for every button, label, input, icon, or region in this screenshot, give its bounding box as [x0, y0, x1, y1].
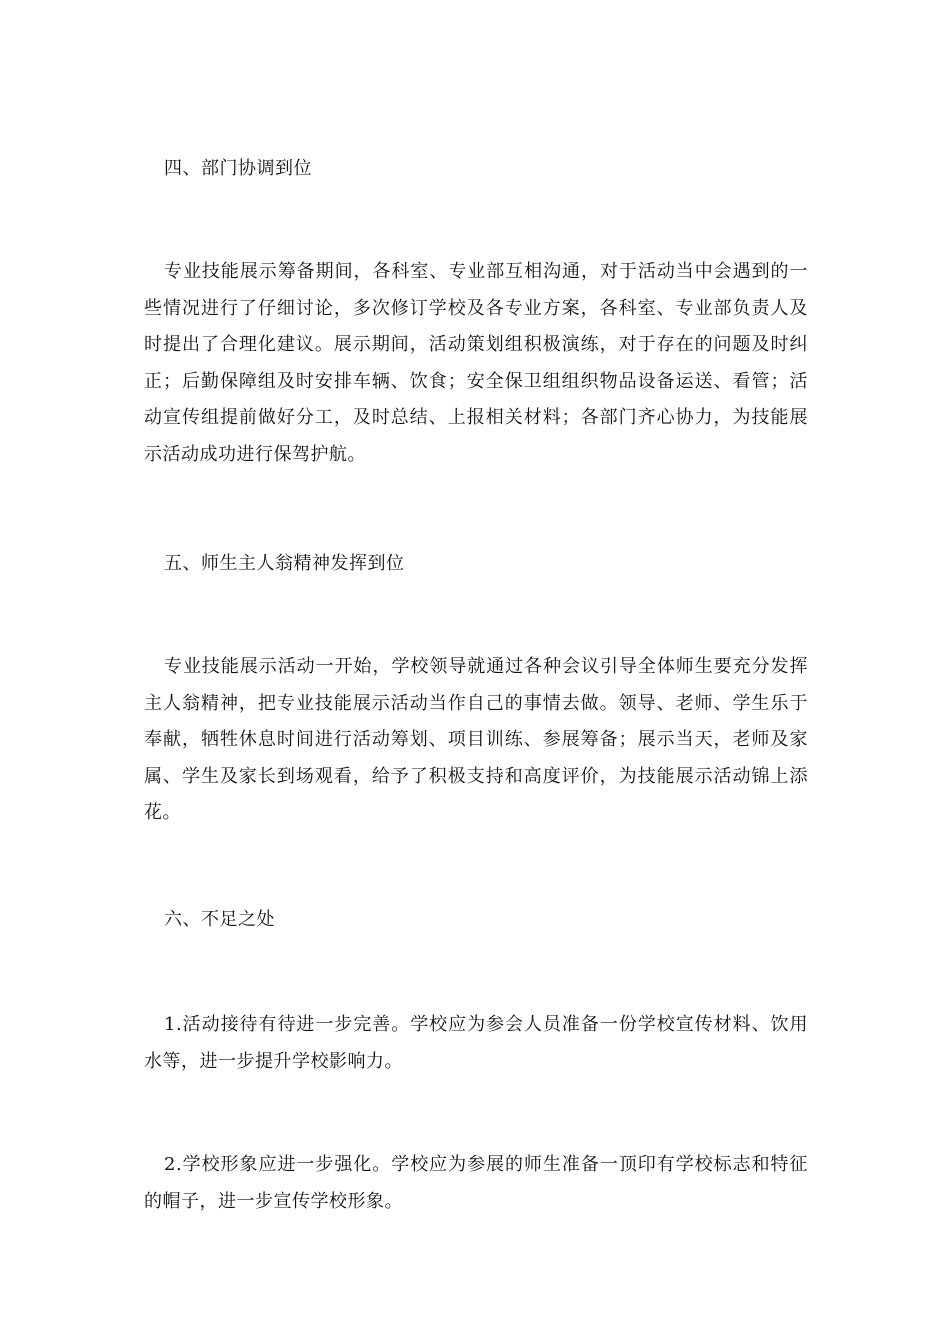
section-heading-ownership-spirit: 五、师生主人翁精神发挥到位	[164, 553, 405, 574]
section-heading-shortcomings: 六、不足之处	[164, 909, 275, 930]
paragraph-shortcoming-1: 1.活动接待有待进一步完善。学校应为参会人员准备一份学校宣传材料、饮用水等，进一步提升学校影响力。	[144, 1014, 808, 1072]
paragraph-departments: 专业技能展示筹备期间，各科室、专业部互相沟通，对于活动当中会遇到的一些情况进行了仔细讨论，多次修订学校及各专业方案，各科室、专业部负责人及时提出了合理化建议。展示期间，活动策划组积极演练，对于存在的问题及时纠正；后勤保障组及时安排车辆、饮食；安全保卫组组织物品设备运送、看管；活动宣传组提前做好分工，及时总结、上报相关材料；各部门齐心协力，为技能展示活动成功进行保驾护航。	[144, 261, 808, 465]
paragraph-ownership-spirit: 专业技能展示活动一开始，学校领导就通过各种会议引导全体师生要充分发挥主人翁精神，把专业技能展示活动当作自己的事情去做。领导、老师、学生乐于奉献，牺牲休息时间进行活动筹划、项目训练、参展筹备；展示当天，老师及家属、学生及家长到场观看，给予了积极支持和高度评价，为技能展示活动锦上添花。	[144, 656, 808, 823]
paragraph-shortcoming-2: 2.学校形象应进一步强化。学校应为参展的师生准备一顶印有学校标志和特征的帽子，进一步宣传学校形象。	[144, 1154, 808, 1212]
section-heading-departments: 四、部门协调到位	[164, 158, 312, 179]
